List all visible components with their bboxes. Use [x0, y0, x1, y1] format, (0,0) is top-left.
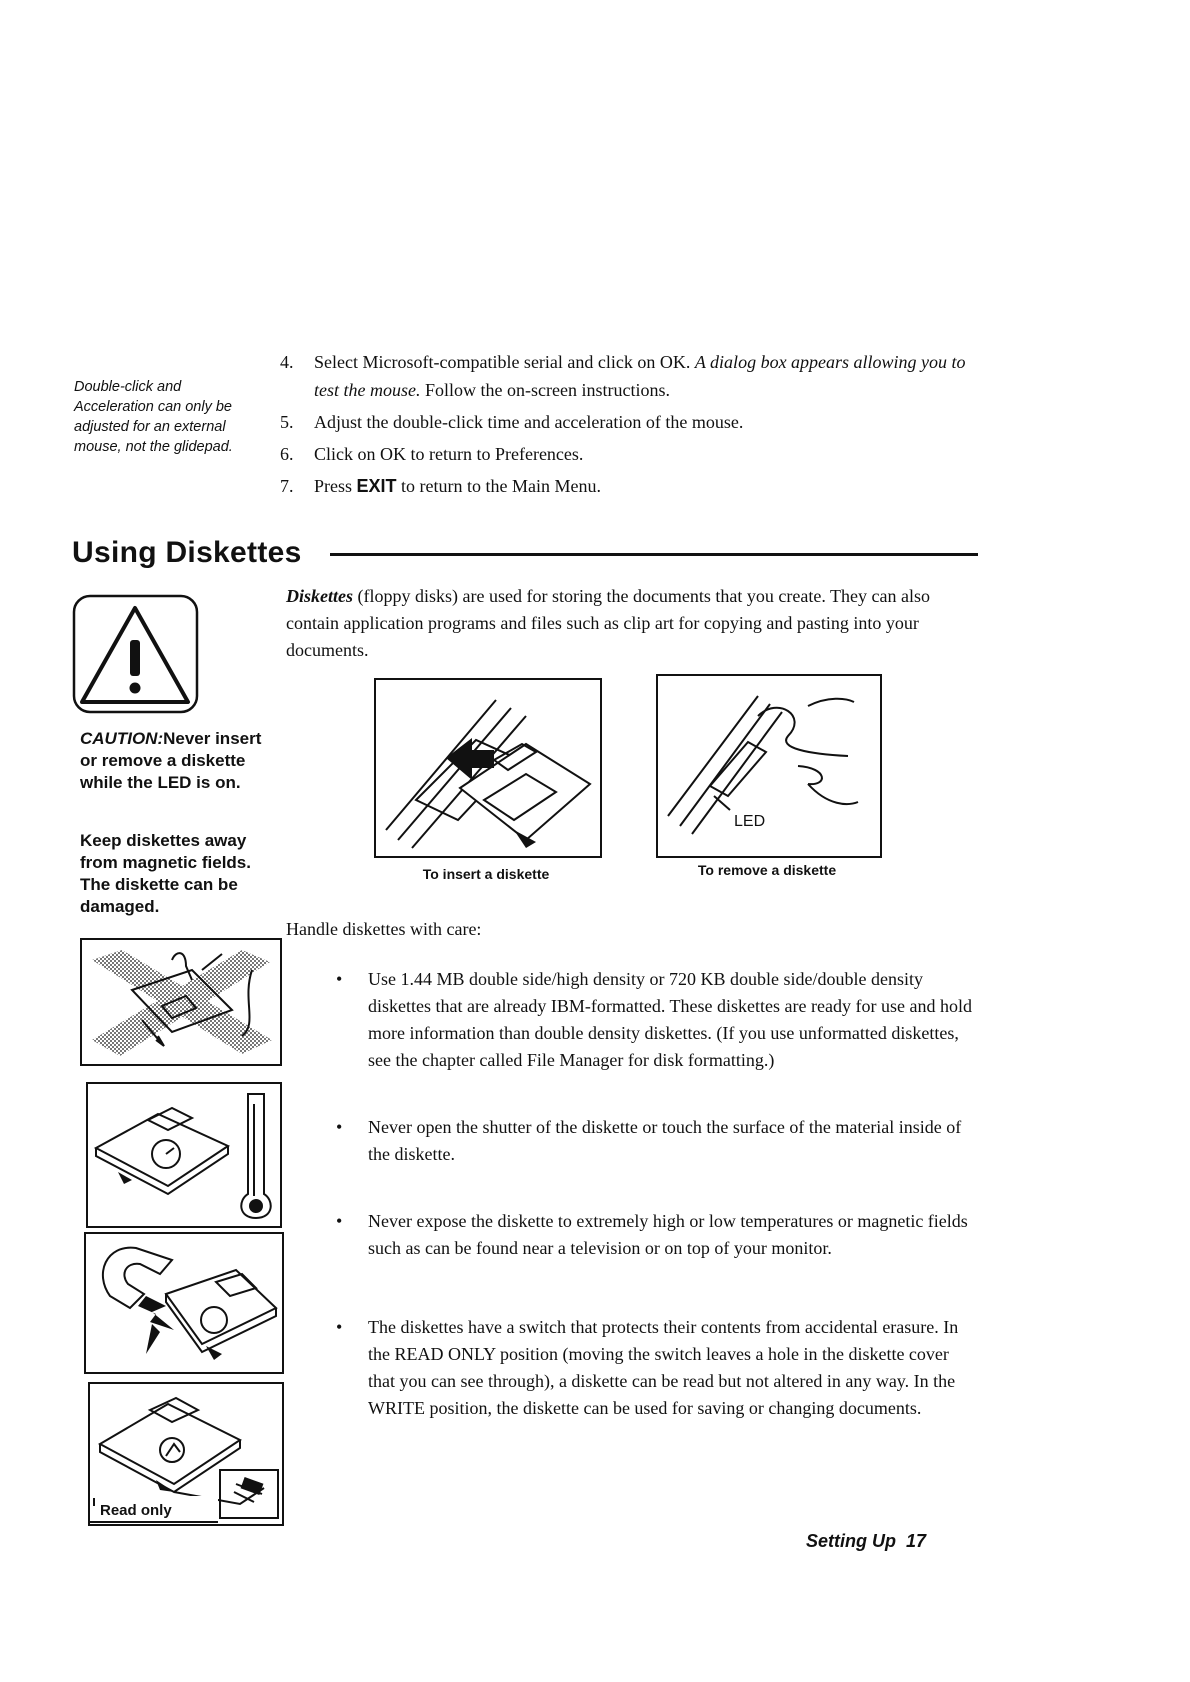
- bullet-text: The diskettes have a switch that protects their contents from accidental erasure. In the READ ONLY position (moving the switch leaves a hole in the diskette cover that you can see through), a diskette can be read but not altered in any way. In the WRITE position, the diskette can be used for saving or changing documents.: [368, 1317, 959, 1418]
- intro-lead: Diskettes: [286, 586, 353, 606]
- bullet-text: Never open the shutter of the diskette or touch the surface of the material inside of the diskette.: [368, 1117, 962, 1164]
- step-number: 5.: [280, 412, 294, 432]
- do-not-touch-figure: [80, 938, 282, 1066]
- handle-intro: Handle diskettes with care:: [286, 919, 482, 939]
- step-number: 6.: [280, 444, 294, 464]
- caution-note: CAUTION:Never insert or remove a diskette while the LED is on.: [80, 729, 262, 792]
- bullet-text: Use 1.44 MB double side/high density or 720 KB double side/double density diskettes that are already IBM-formatted. These diskettes are ready for use and hold more information than double density diskettes. (If you use unformatted diskettes, see the chapter called File Manager for disk formatting.): [368, 969, 972, 1070]
- step-text: Select Microsoft-compatible serial and click on OK. A dialog box appears allowing you to test the mouse. Follow the on-screen instructions.: [314, 352, 966, 400]
- margin-note: Double-click and Acceleration can only be adjusted for an external mouse, not the glidepad.: [74, 379, 233, 455]
- write-protect-figure: [88, 1382, 284, 1526]
- exit-keyword: EXIT: [356, 476, 397, 496]
- list-item: [336, 1314, 976, 1422]
- warning-triangle-icon: [72, 594, 199, 714]
- magnetic-note: Keep diskettes away from magnetic fields. The diskette can be damaged.: [80, 831, 251, 916]
- led-label: LED: [734, 813, 766, 830]
- page-footer: [806, 1531, 926, 1552]
- heading-rule: [330, 553, 978, 556]
- list-item: [336, 1114, 976, 1168]
- list-item: [336, 966, 976, 1074]
- insert-diskette-figure: [374, 678, 602, 858]
- step-4: [280, 348, 980, 404]
- temperature-figure: [86, 1082, 282, 1228]
- bullet-dot-icon: •: [336, 969, 343, 989]
- list-item: [336, 1208, 976, 1262]
- remove-diskette-figure: [656, 674, 882, 858]
- remove-caption: To remove a diskette: [697, 862, 837, 878]
- caution-label: CAUTION:: [80, 729, 164, 748]
- page-number: 17: [906, 1531, 927, 1551]
- bullet-dot-icon: •: [336, 1117, 343, 1137]
- step-text: Adjust the double-click time and acceleration of the mouse.: [314, 412, 744, 432]
- magnet-figure: [84, 1232, 284, 1374]
- step-number: 7.: [280, 476, 294, 496]
- footer-section: Setting Up: [806, 1531, 896, 1551]
- step-number: 4.: [280, 352, 294, 372]
- bullet-text: Never expose the diskette to extremely high or low temperatures or magnetic fields such as can be found near a television or on top of your monitor.: [368, 1211, 968, 1258]
- read-only-label: Read only: [100, 1502, 172, 1519]
- bullet-dot-icon: •: [336, 1211, 343, 1231]
- steps-list: [280, 348, 980, 504]
- step-7: [280, 472, 980, 500]
- insert-caption: To insert a diskette: [422, 866, 550, 882]
- intro-paragraph: Diskettes (floppy disks) are used for storing the documents that you create. They can also contain application programs and files such as clip art for copying and pasting into your documents.: [286, 586, 931, 660]
- step-text: Press EXIT to return to the Main Menu.: [314, 476, 601, 496]
- bullet-dot-icon: •: [336, 1317, 343, 1337]
- step-5: [280, 408, 980, 436]
- step-text: Click on OK to return to Preferences.: [314, 444, 584, 464]
- step-6: [280, 440, 980, 468]
- section-heading: Using Diskettes: [72, 536, 302, 569]
